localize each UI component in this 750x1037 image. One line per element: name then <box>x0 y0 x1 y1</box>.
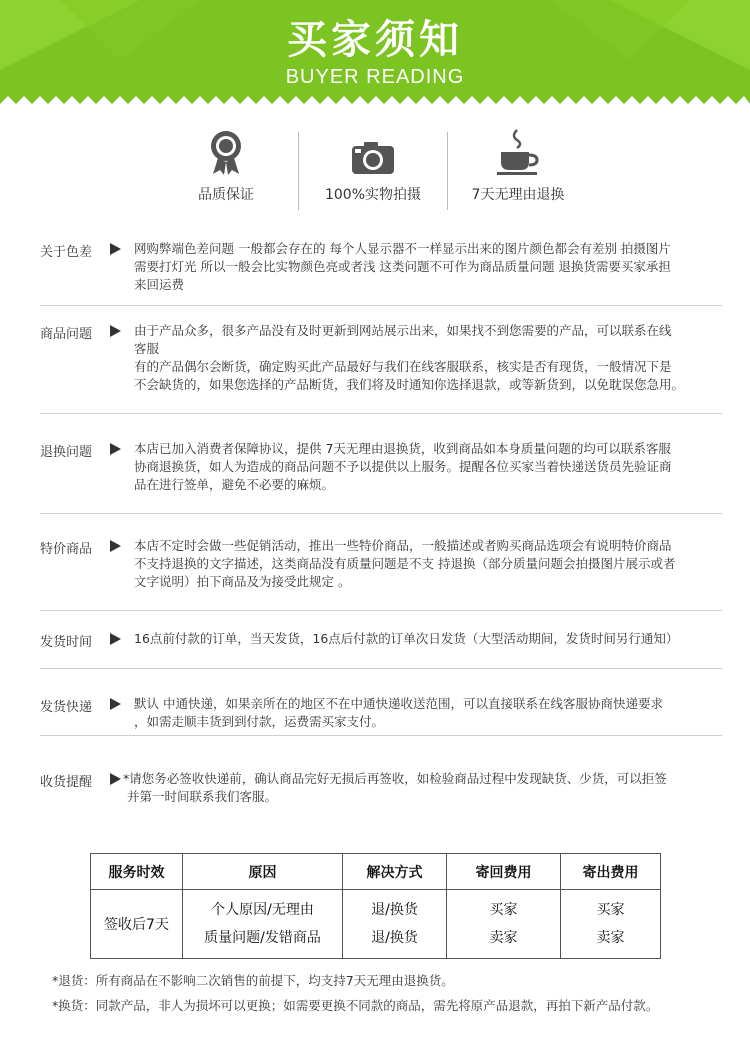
divider <box>40 735 722 736</box>
arrow-icon <box>110 243 121 255</box>
table-header: 原因 <box>183 854 343 890</box>
feature-label: 品质保证 <box>198 187 254 203</box>
divider <box>40 610 722 611</box>
section-text: 由于产品众多，很多产品没有及时更新到网站展示出来，如果找不到您需要的产品，可以联系在线 客服 有的产品偶尔会断货，确定购买此产品最好与我们在线客服联系，核实是否有现货，一般情况下是 不会缺货的，如果您选择的产品断货，我们将及时通知你选择退款，或等新货到，以免耽误您急用。 <box>134 323 685 392</box>
section-text: 16点前付款的订单，当天发货，16点后付款的订单次日发货（大型活动期间，发货时间另行通知） <box>134 631 679 646</box>
header-banner <box>0 0 750 104</box>
section-label: 收货提醒 <box>40 775 93 790</box>
award-ribbon-icon <box>151 128 301 176</box>
feature-real-photo <box>298 128 448 204</box>
section-text: 默认 中通快递，如果亲所在的地区不在中通快递收送范围，可以直接联系在线客服协商快递要求 ，如需走顺丰货到到付款，运费需买家支付。 <box>134 696 663 729</box>
section-text: *请您务必签收快递前，确认商品完好无损后再签收，如检验商品过程中发现缺货、少货，可以拒签 并第一时间联系我们客服。 <box>123 771 667 804</box>
arrow-icon <box>110 540 121 552</box>
feature-strip <box>0 128 750 218</box>
section-text: 网购弊端色差问题 一般都会存在的 每个人显示器不一样显示出来的图片颜色都会有差别 拍摄图片 需要打灯光 所以一般会比实物颜色亮或者浅 这类问题不可作为商品质量问题 退换货需要买家承担 来回运费 <box>134 241 671 292</box>
page-subtitle: BUYER READING <box>285 66 465 88</box>
section-label: 发货快递 <box>40 700 93 715</box>
section-label: 退换问题 <box>40 445 93 460</box>
note-return: *退货：所有商品在不影响二次销售的前提下，均支持7天无理由退换货。 <box>52 973 454 988</box>
arrow-icon <box>110 443 121 455</box>
table-header: 寄回费用 <box>447 854 561 890</box>
section-text: 本店不定时会做一些促销活动，推出一些特价商品，一般描述或者购买商品选项会有说明特价商品 不支持退换的文字描述，这类商品没有质量问题是不支 持退换（部分质量问题会拍摄图片展示或者 文字说明）拍下商品及为接受此规定 。 <box>134 538 676 589</box>
table-header: 服务时效 <box>91 854 183 890</box>
table-header-row <box>91 854 661 890</box>
divider <box>40 668 722 669</box>
arrow-icon <box>110 633 121 645</box>
divider <box>40 513 722 514</box>
feature-label: 7天无理由退换 <box>471 187 565 203</box>
page-title: 买家须知 <box>287 17 463 63</box>
section-label: 特价商品 <box>40 542 93 557</box>
table-row <box>91 890 661 959</box>
coffee-cup-icon <box>443 128 593 176</box>
section-label: 关于色差 <box>40 245 93 260</box>
arrow-icon <box>110 698 121 710</box>
section-label: 发货时间 <box>40 635 93 650</box>
section-label: 商品问题 <box>40 327 93 342</box>
note-exchange: *换货：同款产品，非人为损坏可以更换；如需要更换不同款的商品，需先将原产品退款，再拍下新产品付款。 <box>52 998 659 1013</box>
table-cell-reason: 个人原因/无理由 质量问题/发错商品 <box>183 890 343 959</box>
table-header: 寄出费用 <box>561 854 661 890</box>
divider <box>40 305 722 306</box>
feature-quality <box>151 128 301 204</box>
table-header: 解决方式 <box>343 854 447 890</box>
feature-label: 100%实物拍摄 <box>324 187 422 203</box>
divider <box>40 413 722 414</box>
section-text: 本店已加入消费者保障协议，提供 7天无理由退换货，收到商品如本身质量问题的均可以联系客服 协商退换货，如人为造成的商品问题不予以提供以上服务。提醒各位买家当着快递送货员先验证商 品在进行签单，避免不必要的麻烦。 <box>134 441 672 492</box>
table-cell-return-fee: 买家 卖家 <box>447 890 561 959</box>
arrow-icon <box>110 773 121 785</box>
arrow-icon <box>110 325 121 337</box>
table-cell-method: 退/换货 退/换货 <box>343 890 447 959</box>
service-table <box>90 853 661 959</box>
camera-icon <box>298 128 448 176</box>
feature-return <box>443 128 593 204</box>
table-cell-period: 签收后7天 <box>91 890 183 959</box>
table-cell-send-fee: 买家 卖家 <box>561 890 661 959</box>
